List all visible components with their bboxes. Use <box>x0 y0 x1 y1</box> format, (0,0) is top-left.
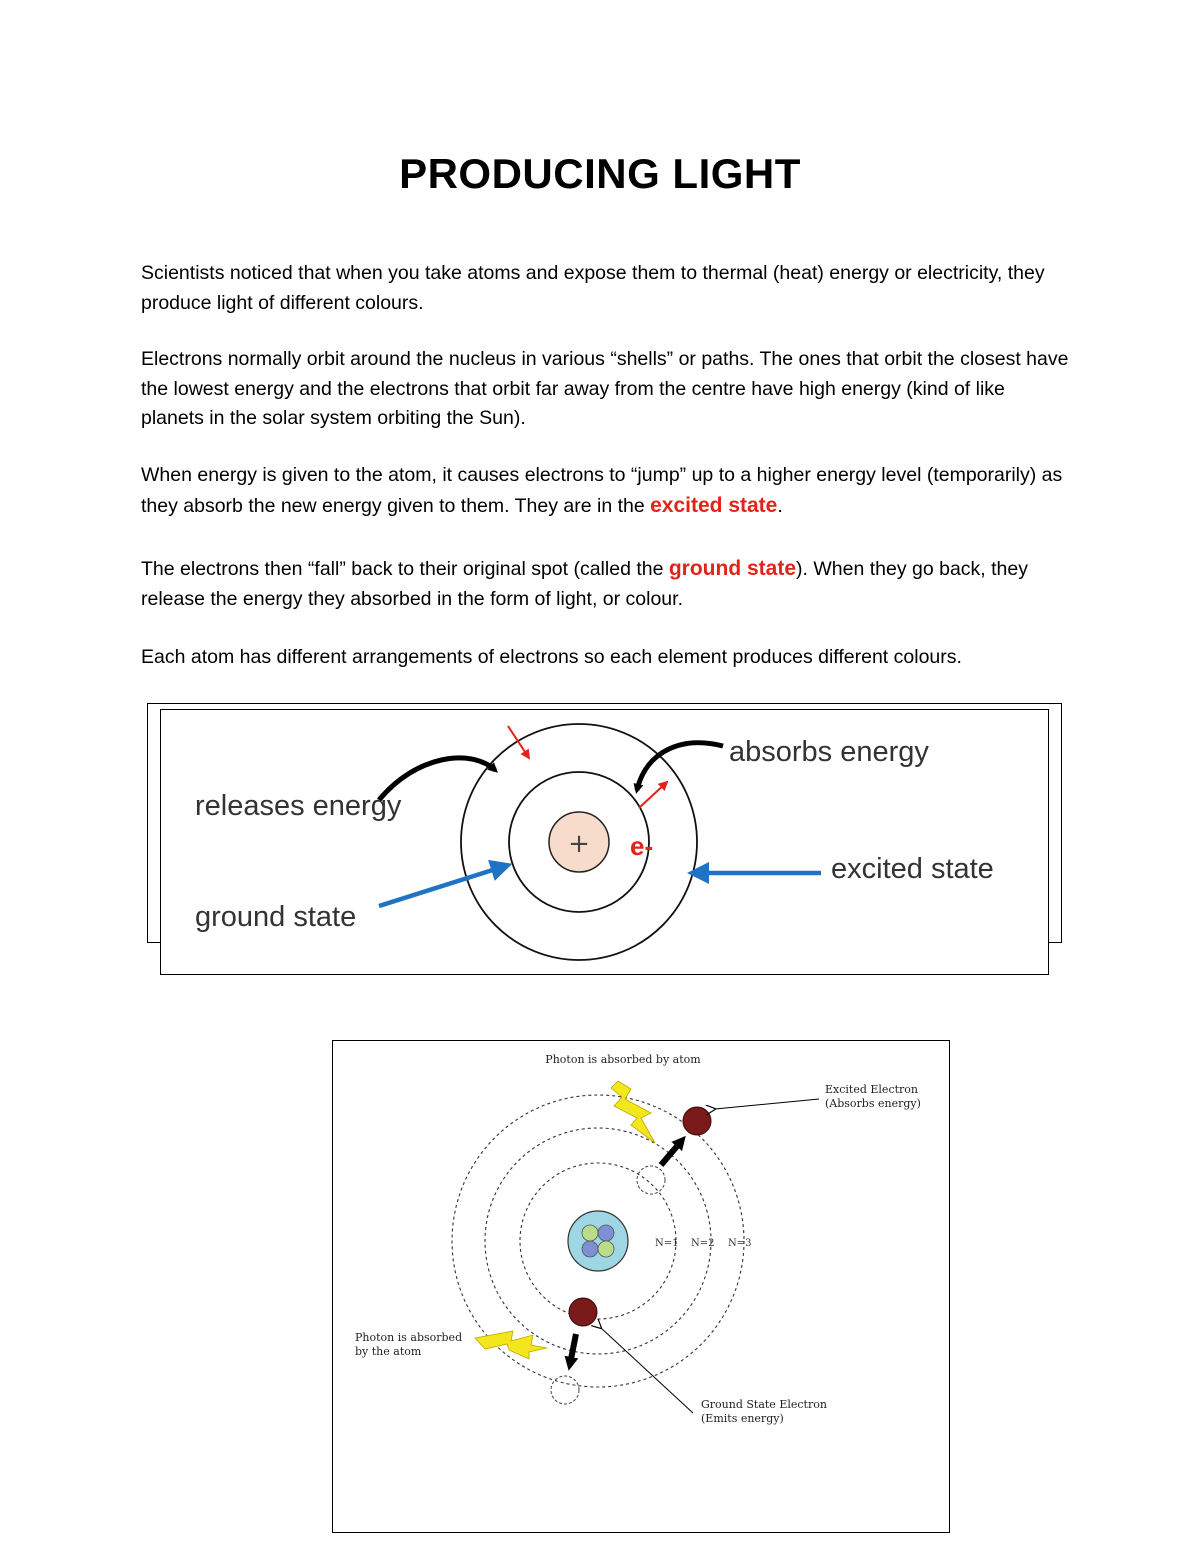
red-arrow-down <box>508 726 529 758</box>
photon-bolt-top <box>611 1081 655 1143</box>
electron-label: e- <box>630 831 654 861</box>
nucleon <box>598 1241 614 1257</box>
excited-pointer <box>715 1099 819 1109</box>
absorbs-energy-label: absorbs energy <box>729 736 929 768</box>
excited-electron <box>683 1107 711 1135</box>
paragraph-excited-text: When energy is given to the atom, it causes electrons to “jump” up to a higher energy level (temporarily) as they absorb the new energy given to them. They are in the <box>141 464 1063 517</box>
excited-state-label: excited state <box>831 853 994 885</box>
ground-state-term: ground state <box>668 557 797 580</box>
absorb-arrow <box>637 743 723 790</box>
nucleon <box>598 1225 614 1241</box>
paragraph-excited <box>141 461 1071 521</box>
ground-arrow <box>379 868 499 906</box>
fall-down-arrow <box>571 1334 576 1359</box>
nucleon <box>582 1225 598 1241</box>
figure1-svg <box>161 710 1050 976</box>
ground-pointer <box>601 1328 693 1413</box>
paragraph-ground <box>141 554 1071 614</box>
jump-up-arrow <box>661 1145 678 1165</box>
paragraph-shells: Electrons normally orbit around the nucleus in various “shells” or paths. The ones that orbit the closest have the lowest energy and the electrons that orbit far away from the centre have high energy (kind of like planets in the solar system orbiting the Sun). <box>141 348 1069 429</box>
ground-electron-label: Ground State Electron <box>701 1398 827 1411</box>
page-title: PRODUCING LIGHT <box>399 150 801 197</box>
nucleus-2 <box>568 1211 628 1271</box>
excited-state-term: excited state <box>650 493 778 517</box>
nucleus-plus: + <box>568 829 590 859</box>
releases-energy-label: releases energy <box>195 790 402 822</box>
red-arrow-up <box>639 782 667 808</box>
n1-label: N=1 <box>655 1238 679 1249</box>
paragraph-elements: Each atom has different arrangements of electrons so each element produces different colours. <box>141 646 962 668</box>
figure2-bohr-diagram <box>332 1040 950 1533</box>
n3-label: N=3 <box>728 1238 752 1249</box>
ground-electron <box>569 1298 597 1326</box>
excited-electron-label: Excited Electron <box>825 1083 918 1096</box>
paragraph-ground-text: The electrons then “fall” back to their original spot (called the <box>141 558 669 580</box>
excited-electron-sublabel: (Absorbs energy) <box>825 1097 921 1110</box>
fig2-top-label: Photon is absorbed by atom <box>545 1053 701 1066</box>
paragraph-intro: Scientists noticed that when you take atoms and expose them to thermal (heat) energy or electricity, they produce light of different colours. <box>141 262 1045 314</box>
paragraph-excited-end: . <box>777 494 783 517</box>
photon-absorbed-sublabel: by the atom <box>355 1345 422 1358</box>
ground-state-label: ground state <box>195 901 357 933</box>
empty-ground-slot <box>637 1166 665 1194</box>
paragraph-ground-end: ). When they go back, they release the energy they absorbed in the form of light, or colour. <box>141 558 1028 610</box>
nucleon <box>582 1241 598 1257</box>
ground-electron-sublabel: (Emits energy) <box>701 1412 784 1425</box>
n2-label: N=2 <box>691 1238 715 1249</box>
photon-absorbed-label: Photon is absorbed <box>355 1331 463 1344</box>
figure1-energy-diagram <box>160 709 1049 975</box>
figure2-svg <box>333 1041 951 1534</box>
